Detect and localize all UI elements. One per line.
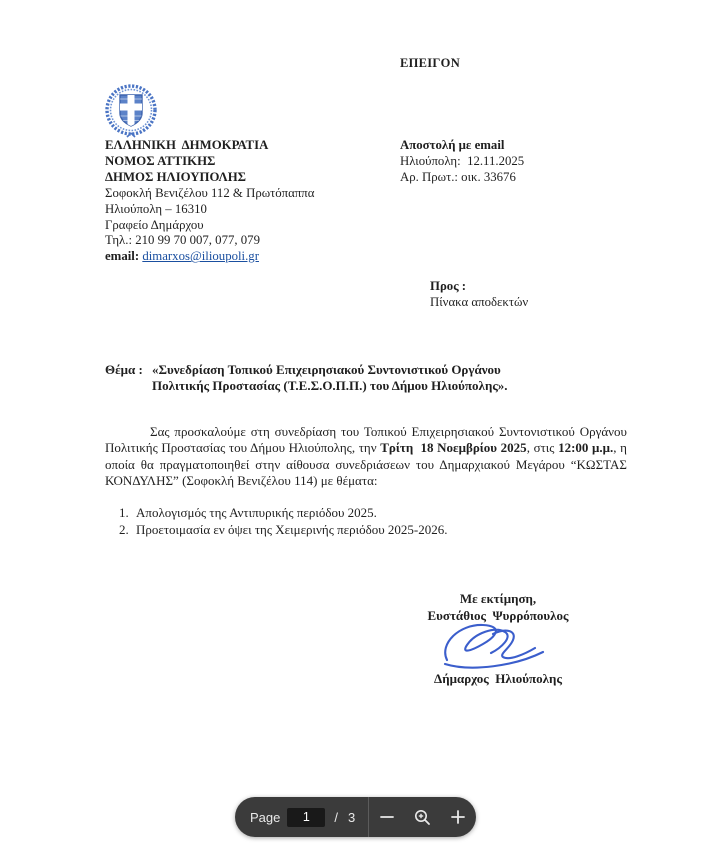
page-label: Page: [250, 809, 281, 825]
zoom-out-button[interactable]: [369, 797, 405, 837]
meeting-time: 12:00 μ.μ.: [558, 440, 614, 456]
recipient-value: Πίνακα αποδεκτών: [430, 294, 529, 309]
protocol-number: Αρ. Πρωτ.: οικ. 33676: [400, 169, 516, 184]
sender-office: Γραφείο Δημάρχου: [105, 217, 204, 232]
sender-prefecture: ΝΟΜΟΣ ΑΤΤΙΚΗΣ: [105, 153, 216, 168]
signatory-name: Ευστάθιος Ψυρρόπουλος: [427, 608, 569, 623]
dispatch-date: Ηλιούπολη: 12.11.2025: [400, 153, 525, 168]
sender-email-line: [105, 249, 314, 265]
total-pages: 3: [348, 809, 356, 825]
meeting-date: Τρίτη 18 Νοεμβρίου 2025: [380, 440, 527, 456]
body-text: , η οποία θα πραγματοποιηθεί στην αίθουσα συνεδριάσεων του Δημαρχιακού Μεγάρου “ΚΩΣΤΑΣ ΚΟΝΔΥΛΗΣ” (Σοφοκλή Βενιζέλου 114) με θέματα:: [105, 440, 627, 489]
email-label: email:: [105, 249, 140, 264]
topic-item: 1. Απολογισμός της Αντιπυρικής περιόδου 2025.: [132, 505, 448, 522]
sender-country: ΕΛΛΗΝΙΚΗ ΔΗΜΟΚΡΑΤΙΑ: [105, 138, 269, 152]
signatory-title: Δήμαρχος Ηλιούπολης: [434, 671, 562, 686]
recipient-label: Προς :: [430, 279, 467, 293]
pdf-viewer-toolbar: [235, 797, 476, 837]
page-separator: /: [334, 809, 338, 825]
handwritten-signature: [431, 620, 559, 672]
signature-block: [373, 590, 623, 687]
dispatch-info-block: [400, 138, 524, 186]
email-link[interactable]: dimarxos@ilioupoli.gr: [142, 249, 259, 264]
subject-label: Θέμα :: [105, 362, 143, 377]
greek-coat-of-arms-logo: [103, 83, 159, 139]
sender-phone: Τηλ.: 210 99 70 007, 077, 079: [105, 233, 260, 248]
zoom-in-button[interactable]: [440, 797, 476, 837]
minus-icon: [380, 810, 394, 824]
dispatch-method: Αποστολή με email: [400, 138, 505, 152]
body-text: Σας προσκαλούμε στη συνεδρίαση του Τοπικού Επιχειρησιακού Συντονιστικού Οργάνου Πολιτικής Προστασίας του Δήμου Ηλιούπολης, την: [105, 424, 627, 456]
magnifier-plus-icon: [414, 809, 431, 826]
topic-item: 2. Προετοιμασία εν όψει της Χειμερινής περιόδου 2025-2026.: [132, 522, 448, 539]
sender-address-block: [105, 138, 314, 265]
plus-icon: [451, 810, 465, 824]
page-number-input[interactable]: [287, 808, 325, 827]
recipient-block: [430, 279, 528, 310]
subject-text: «Συνεδρίαση Τοπικού Επιχειρησιακού Συντονιστικού Οργάνου Πολιτικής Προστασίας (Τ.Ε.Σ.Ο.Π.Π.) του Δήμου Ηλιούπολης».: [152, 362, 508, 394]
urgent-label: ΕΠΕΙΓΟΝ: [399, 56, 461, 70]
signature-closing: Με εκτίμηση,: [459, 591, 537, 606]
sender-municipality: ΔΗΜΟΣ ΗΛΙΟΥΠΟΛΗΣ: [105, 169, 247, 184]
body-paragraph: [105, 424, 627, 490]
body-text: , στις: [526, 440, 559, 456]
topics-list: [110, 505, 448, 538]
sender-street: Σοφοκλή Βενιζέλου 112 & Πρωτόπαππα: [105, 185, 315, 200]
sender-city-zip: Ηλιούπολη – 16310: [105, 201, 207, 216]
zoom-tool-button[interactable]: [405, 797, 441, 837]
subject-block: [105, 362, 625, 394]
